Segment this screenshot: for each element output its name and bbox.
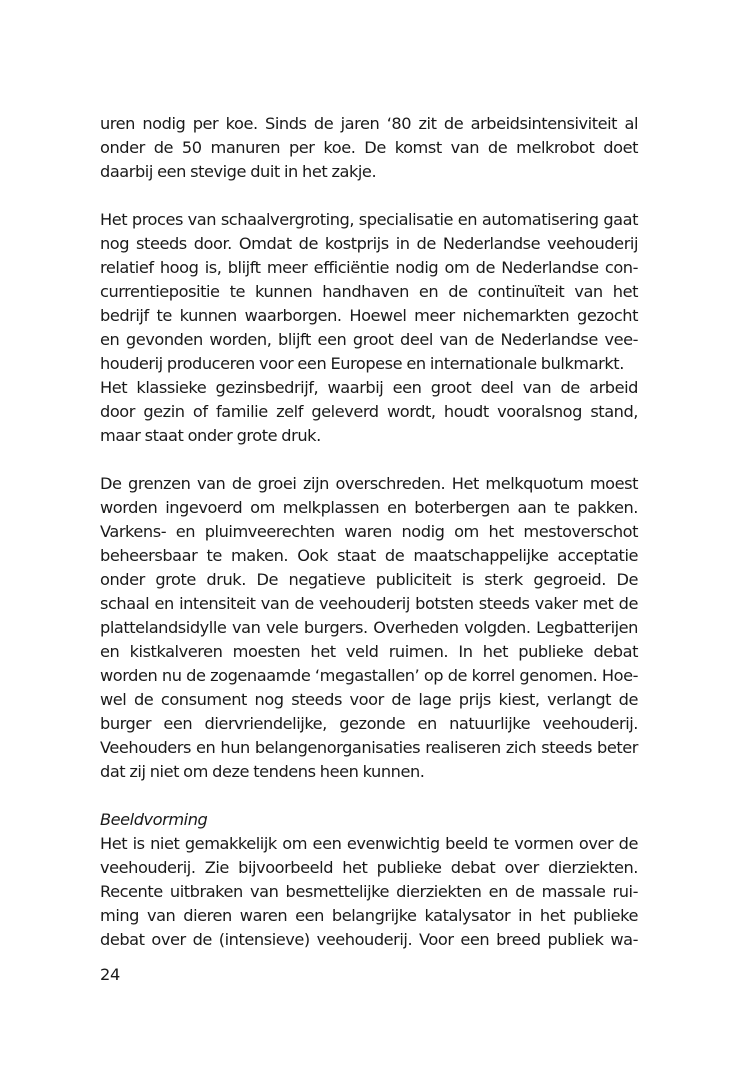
text-line: en kistkalveren moesten het veld ruimen. In het publieke debat [100, 642, 638, 661]
section-beeldvorming [100, 808, 638, 952]
text-line: daarbij een stevige duit in het zakje. [100, 162, 377, 181]
text-line: debat over de (intensieve) veehouderij. Voor een breed publiek wa- [100, 930, 638, 949]
text-line: en gevonden worden, blijft een groot deel van de Nederlandse vee- [100, 330, 638, 349]
text-line: uren nodig per koe. Sinds de jaren ‘80 zit de arbeidsintensiviteit al [100, 114, 638, 133]
text-line: onder de 50 manuren per koe. De komst van de melkrobot doet [100, 138, 638, 157]
text-line: Het is niet gemakkelijk om een evenwichtig beeld te vormen over de [100, 834, 638, 853]
text-line: veehouderij. Zie bijvoorbeeld het publieke debat over dierziekten. [100, 858, 638, 877]
paragraph-1 [100, 112, 638, 184]
text-line: Veehouders en hun belangenorganisaties realiseren zich steeds beter [100, 738, 638, 757]
text-line: nog steeds door. Omdat de kostprijs in de Nederlandse veehouderij [100, 234, 638, 253]
paragraph-2 [100, 208, 638, 448]
text-line: worden ingevoerd om melkplassen en boterbergen aan te pakken. [100, 498, 638, 517]
text-line: maar staat onder grote druk. [100, 426, 321, 445]
section-heading: Beeldvorming [100, 810, 208, 829]
paragraph-gap [100, 784, 638, 808]
text-line: burger een diervriendelijke, gezonde en natuurlijke veehouderij. [100, 714, 638, 733]
paragraph-gap [100, 448, 638, 472]
text-line: beheersbaar te maken. Ook staat de maatschappelijke acceptatie [100, 546, 638, 565]
paragraph-3 [100, 472, 638, 784]
text-line: relatief hoog is, blijft meer efficiëntie nodig om de Nederlandse con- [100, 258, 638, 277]
page-body [100, 112, 638, 952]
text-line: houderij produceren voor een Europese en internationale bulkmarkt. [100, 354, 624, 373]
text-line: currentiepositie te kunnen handhaven en de continuïteit van het [100, 282, 638, 301]
paragraph-gap [100, 184, 638, 208]
text-line: De grenzen van de groei zijn overschreden. Het melkquotum moest [100, 474, 638, 493]
text-line: ming van dieren waren een belangrijke katalysator in het publieke [100, 906, 638, 925]
text-line: door gezin of familie zelf geleverd wordt, houdt vooralsnog stand, [100, 402, 638, 421]
text-line: Het klassieke gezinsbedrijf, waarbij een groot deel van de arbeid [100, 378, 638, 397]
text-line: worden nu de zogenaamde ‘megastallen’ op de korrel genomen. Hoe- [100, 666, 638, 685]
text-line: Recente uitbraken van besmettelijke dierziekten en de massale rui- [100, 882, 638, 901]
text-line: bedrijf te kunnen waarborgen. Hoewel meer nichemarkten gezocht [100, 306, 638, 325]
page-number: 24 [100, 965, 120, 984]
text-line: Varkens- en pluimveerechten waren nodig om het mestoverschot [100, 522, 638, 541]
text-line: plattelandsidylle van vele burgers. Overheden volgden. Legbatterijen [100, 618, 638, 637]
text-line: onder grote druk. De negatieve publiciteit is sterk gegroeid. De [100, 570, 638, 589]
text-line: Het proces van schaalvergroting, specialisatie en automatisering gaat [100, 210, 638, 229]
text-line: schaal en intensiteit van de veehouderij botsten steeds vaker met de [100, 594, 638, 613]
text-line: dat zij niet om deze tendens heen kunnen. [100, 762, 425, 781]
text-line: wel de consument nog steeds voor de lage prijs kiest, verlangt de [100, 690, 638, 709]
